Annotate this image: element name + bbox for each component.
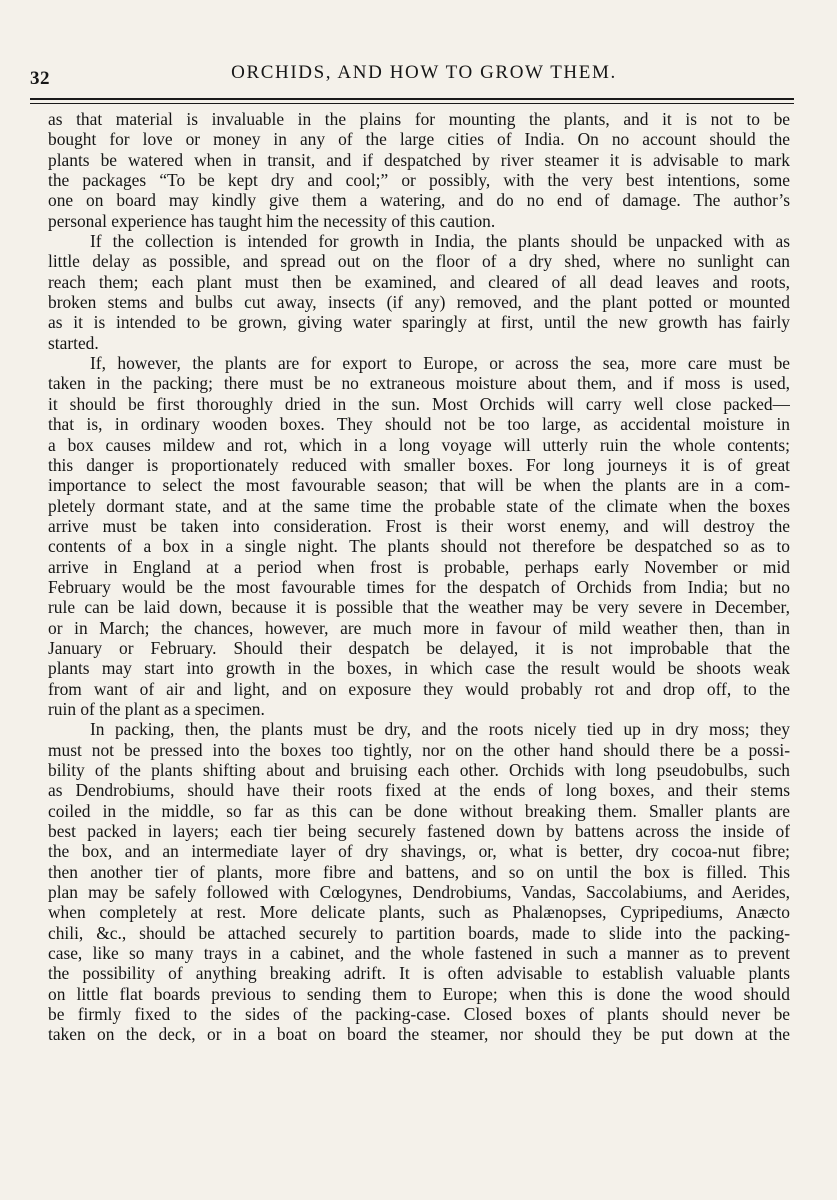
text-line: reach them; each plant must then be examined, and cleared of all dead leaves and roots, [48, 271, 790, 292]
text-line: one on board may kindly give them a watering, and do no end of damage. The author’s [48, 190, 790, 211]
text-line: contents of a box in a single night. The plants should not therefore be despatched so as to [48, 536, 790, 557]
text-line: a box causes mildew and rot, which in a long voyage will utterly ruin the whole contents; [48, 434, 790, 455]
text-line: as that material is invaluable in the plains for mounting the plants, and it is not to be [48, 109, 790, 129]
page-header [30, 58, 792, 88]
header-rule-thin [30, 103, 794, 104]
text-line: taken in the packing; there must be no extraneous moisture about them, and if moss is used, [48, 373, 790, 394]
text-line: best packed in layers; each tier being securely fastened down by battens across the inside of [48, 821, 790, 842]
text-line: ruin of the plant as a specimen. [48, 698, 265, 719]
text-line: In packing, then, the plants must be dry, and the roots nicely tied up in dry moss; they [90, 719, 790, 740]
text-line: the packages “To be kept dry and cool;” or possibly, with the very best intentions, some [48, 170, 790, 191]
text-line: rule can be laid down, because it is possible that the weather may be very severe in December, [48, 597, 790, 618]
paragraph [48, 109, 790, 231]
text-line: If, however, the plants are for export to Europe, or across the sea, more care must be [90, 353, 790, 374]
text-line: or in March; the chances, however, are much more in favour of mild weather then, than in [48, 617, 790, 638]
text-line: then another tier of plants, more fibre and battens, and so on until the box is filled. This [48, 861, 790, 882]
text-line: be firmly fixed to the sides of the packing-case. Closed boxes of plants should never be [48, 1004, 790, 1025]
text-line: January or February. Should their despatch be delayed, it is not improbable that the [48, 637, 790, 658]
text-line: personal experience has taught him the necessity of this caution. [48, 210, 496, 231]
text-line: it should be first thoroughly dried in the sun. Most Orchids will carry well close packed— [48, 393, 790, 414]
text-line: the possibility of anything breaking adrift. It is often advisable to establish valuable plants [48, 963, 790, 984]
text-line: started. [48, 332, 99, 353]
running-title: ORCHIDS, AND HOW TO GROW THEM. [231, 62, 617, 83]
paragraph [48, 231, 790, 353]
text-line: bought for love or money in any of the large cities of India. On no account should the [48, 129, 790, 150]
text-line: on little flat boards previous to sending them to Europe; when this is done the wood should [48, 983, 790, 1004]
text-line: must not be pressed into the boxes too tightly, nor on the other hand should there be a possi- [48, 739, 790, 760]
text-line: plan may be safely followed with Cœlogynes, Dendrobiums, Vandas, Saccolabiums, and Aerides, [48, 882, 790, 903]
text-line: February would be the most favourable times for the despatch of Orchids from India; but no [48, 576, 790, 597]
text-line: pletely dormant state, and at the same time the probable state of the climate when the boxes [48, 495, 790, 516]
header-rule-thick [30, 98, 794, 100]
text-line: arrive must be taken into consideration. Frost is their worst enemy, and will destroy the [48, 515, 790, 536]
text-line: taken on the deck, or in a boat on board the steamer, nor should they be put down at the [48, 1024, 790, 1045]
text-line: importance to select the most favourable season; that will be when the plants are in a com- [48, 475, 790, 496]
text-line: when completely at rest. More delicate plants, such as Phalænopses, Cypripediums, Anæcto [48, 902, 790, 923]
text-line: If the collection is intended for growth in India, the plants should be unpacked with as [90, 231, 790, 252]
text-line: bility of the plants shifting about and bruising each other. Orchids with long pseudobulbs, such [48, 760, 790, 780]
text-line: arrive in England at a period when frost is probable, perhaps early November or mid [48, 556, 790, 577]
page-number: 32 [30, 68, 50, 89]
text-line: plants be watered when in transit, and if despatched by river steamer it is advisable to mark [48, 149, 790, 170]
text-line: as it is intended to be grown, giving water sparingly at first, until the new growth has fairly [48, 312, 790, 333]
body-text [48, 109, 790, 1045]
text-line: little delay as possible, and spread out on the floor of a dry shed, where no sunlight can [48, 251, 790, 272]
text-line: as Dendrobiums, should have their roots fixed at the ends of long boxes, and their stems [48, 780, 790, 801]
text-line: plants may start into growth in the boxes, in which case the result would be shoots weak [48, 658, 790, 679]
text-line: broken stems and bulbs cut away, insects (if any) removed, and the plant potted or mounted [48, 292, 790, 313]
paragraph [48, 353, 790, 719]
text-line: from want of air and light, and on exposure they would probably rot and drop off, to the [48, 678, 790, 699]
text-line: the box, and an intermediate layer of dry shavings, or, what is better, dry cocoa-nut fibre; [48, 841, 790, 862]
text-line: case, like so many trays in a cabinet, and the whole fastened in such a manner as to prevent [48, 943, 790, 964]
paragraph [48, 719, 790, 1045]
text-line: coiled in the middle, so far as this can be done without breaking them. Smaller plants are [48, 800, 790, 821]
text-line: chili, &c., should be attached securely to partition boards, made to slide into the packing- [48, 922, 790, 943]
text-line: this danger is proportionately reduced with smaller boxes. For long journeys it is of great [48, 454, 790, 475]
text-line: that is, in ordinary wooden boxes. They should not be too large, as accidental moisture in [48, 414, 790, 435]
